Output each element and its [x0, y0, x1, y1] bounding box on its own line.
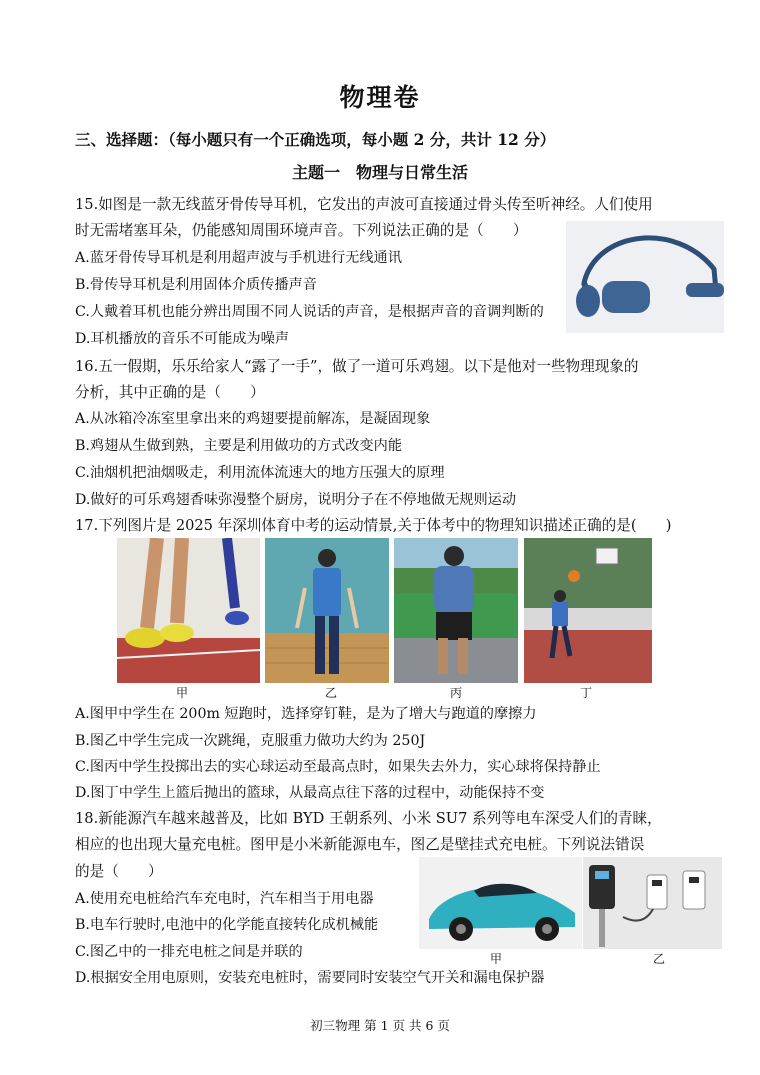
- q18-stem-line3: 的是（ ）: [75, 863, 163, 880]
- electric-car-photo: [419, 857, 582, 949]
- q18-option-a: A.使用充电桩给汽车充电时，汽车相当于用电器: [75, 891, 374, 907]
- q18-stem-line1: 18.新能源汽车越来越普及，比如 BYD 王朝系列、小米 SU7 系列等电车深受人们的青睐，: [75, 810, 662, 827]
- section-heading: 三、选择题：（每小题只有一个正确选项，每小题 2 分，共计 12 分）: [75, 130, 556, 149]
- sprint-photo: [117, 538, 260, 683]
- basketball-photo: [524, 538, 652, 683]
- q15-stem-line1: 15.如图是一款无线蓝牙骨传导耳机，它发出的声波可直接通过骨头传至听神经。人们使用: [75, 196, 653, 213]
- charging-pile-photo: [583, 857, 722, 949]
- q18-option-b: B.电车行驶时,电池中的化学能直接转化成机械能: [75, 917, 379, 933]
- q17-caption-ding: 丁: [580, 686, 593, 700]
- q15-option-a: A.蓝牙骨传导耳机是利用超声波与手机进行无线通讯: [75, 250, 402, 266]
- page-footer: 初三物理 第 1 页 共 6 页: [310, 1018, 450, 1033]
- q17-stem: 17.下列图片是 2025 年深圳体育中考的运动情景,关于体考中的物理知识描述正确的是( ): [75, 517, 672, 534]
- shot-put-photo: [394, 538, 518, 683]
- q17-caption-jia: 甲: [176, 686, 189, 700]
- q17-option-a: A.图甲中学生在 200m 短跑时，选择穿钉鞋，是为了增大与跑道的摩擦力: [75, 706, 537, 722]
- q15-stem-line2: 时无需堵塞耳朵，仍能感知周围环境声音。下列说法正确的是（ ）: [75, 222, 528, 239]
- topic-heading: 主题一 物理与日常生活: [291, 163, 468, 182]
- q17-caption-bing: 丙: [450, 686, 463, 700]
- q17-caption-yi: 乙: [325, 686, 338, 700]
- q18-stem-line2: 相应的也出现大量充电桩。图甲是小米新能源电车，图乙是壁挂式充电桩。下列说法错误: [75, 836, 645, 853]
- q16-option-a: A.从冰箱冷冻室里拿出来的鸡翅要提前解冻，是凝固现象: [75, 411, 431, 427]
- q17-option-b: B.图乙中学生完成一次跳绳，克服重力做功大约为 250J: [75, 733, 426, 749]
- q16-option-b: B.鸡翅从生做到熟，主要是利用做功的方式改变内能: [75, 438, 403, 454]
- q16-option-d: D.做好的可乐鸡翅香味弥漫整个厨房，说明分子在不停地做无规则运动: [75, 492, 517, 508]
- q15-option-b: B.骨传导耳机是利用固体介质传播声音: [75, 277, 317, 293]
- q15-option-d: D.耳机播放的音乐不可能成为噪声: [75, 331, 290, 347]
- q18-option-c: C.图乙中的一排充电桩之间是并联的: [75, 944, 303, 960]
- q18-caption-yi: 乙: [653, 952, 666, 966]
- headphone-image: [566, 221, 724, 333]
- q16-stem-line2: 分析，其中正确的是（ ）: [75, 384, 265, 401]
- q18-caption-jia: 甲: [490, 952, 503, 966]
- q17-option-d: D.图丁中学生上篮后抛出的篮球，从最高点往下落的过程中，动能保持不变: [75, 785, 545, 801]
- q16-stem-line1: 16.五一假期，乐乐给家人“露了一手”，做了一道可乐鸡翅。以下是他对一些物理现象的: [75, 358, 639, 375]
- q17-option-c: C.图丙中学生投掷出去的实心球运动至最高点时，如果失去外力，实心球将保持静止: [75, 759, 601, 775]
- q16-option-c: C.油烟机把油烟吸走，利用流体流速大的地方压强大的原理: [75, 465, 445, 481]
- q15-option-c: C.人戴着耳机也能分辨出周围不同人说话的声音，是根据声音的音调判断的: [75, 304, 544, 320]
- page-title: 物理卷: [339, 83, 421, 112]
- q18-option-d: D.根据安全用电原则，安装充电桩时，需要同时安装空气开关和漏电保护器: [75, 970, 545, 986]
- rope-jump-photo: [265, 538, 389, 683]
